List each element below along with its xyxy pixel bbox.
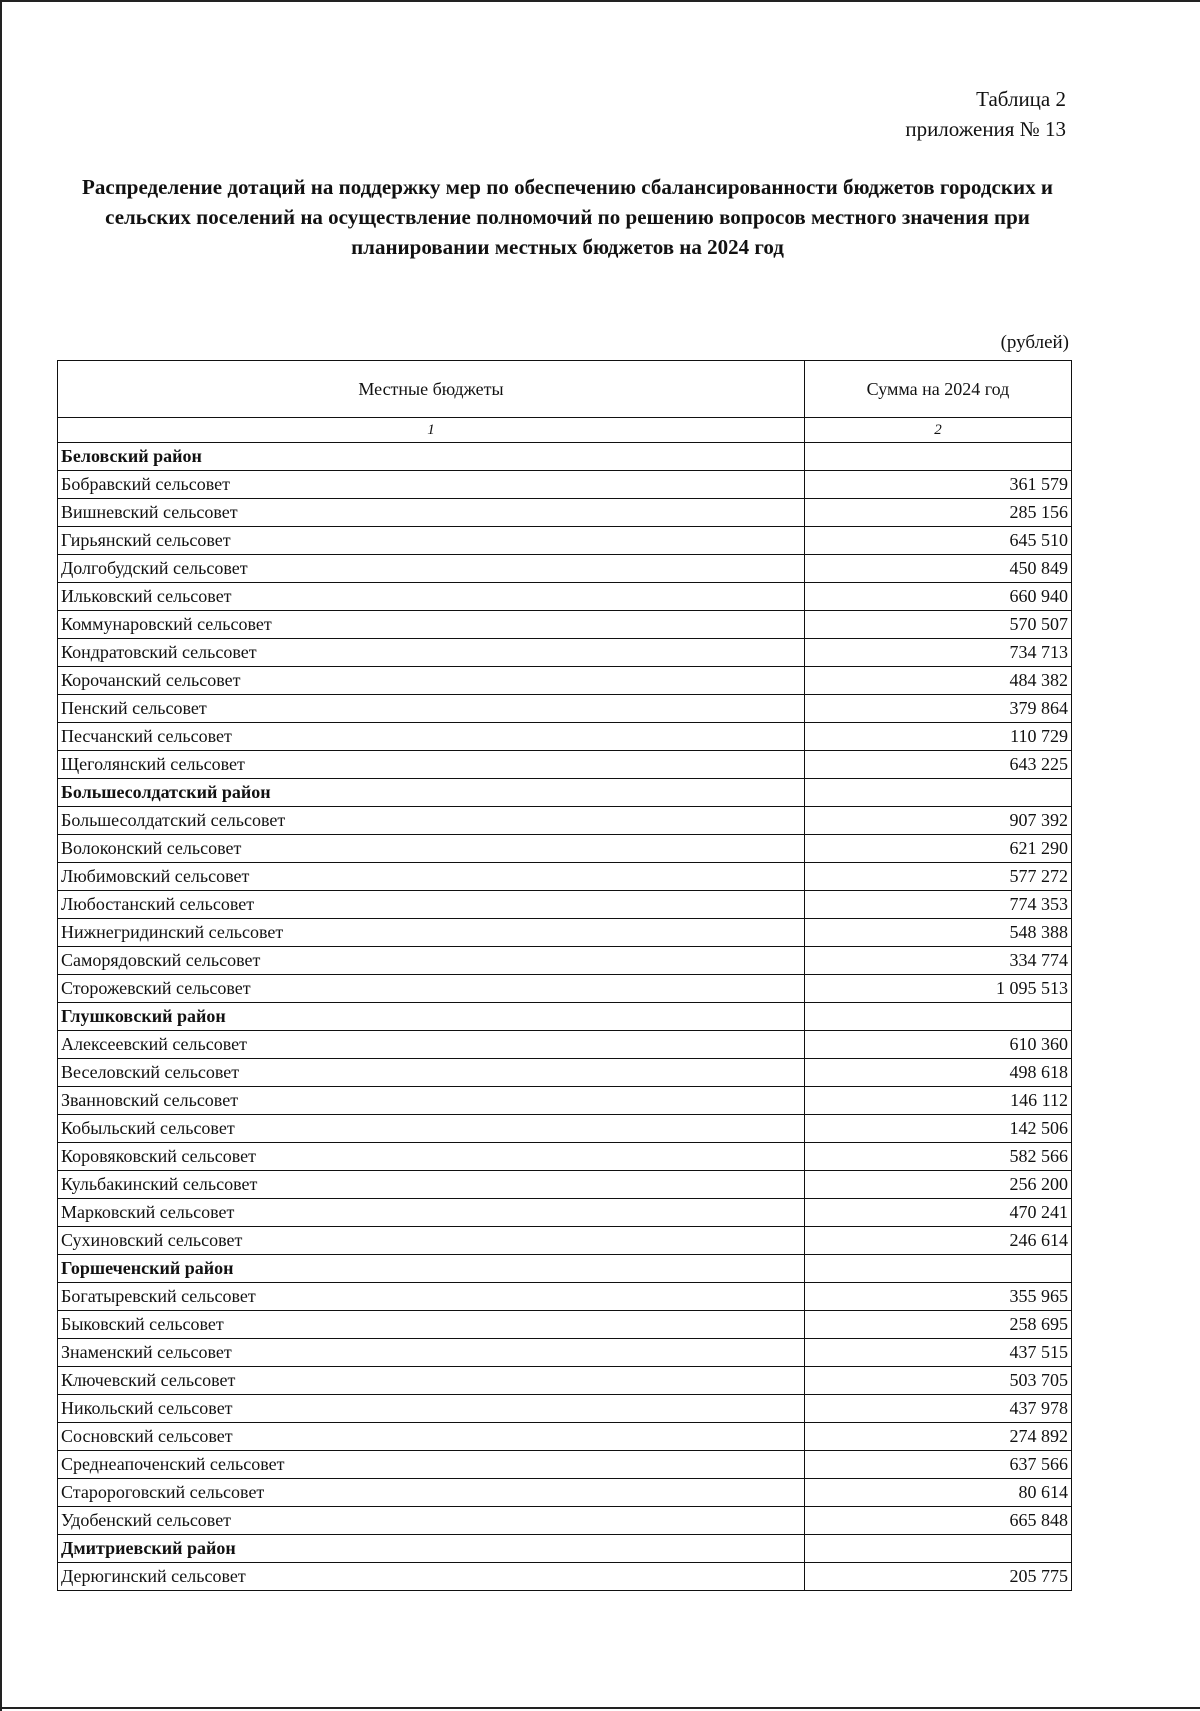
budget-amount: 437 515 [805,1339,1072,1367]
column-number-1: 1 [58,418,805,443]
budget-amount: 570 507 [805,611,1072,639]
budget-name: Долгобудский сельсовет [58,555,805,583]
budget-name: Нижнегридинский сельсовет [58,919,805,947]
scan-edge-left [0,0,2,1711]
budget-name: Сухиновский сельсовет [58,1227,805,1255]
budget-name: Корочанский сельсовет [58,667,805,695]
table-row [58,919,1072,947]
table-row [58,1199,1072,1227]
table-row [58,527,1072,555]
budget-amount: 1 095 513 [805,975,1072,1003]
budget-amount: 582 566 [805,1143,1072,1171]
budget-name: Быковский сельсовет [58,1311,805,1339]
district-name: Большесолдатский район [58,779,805,807]
table-row [58,751,1072,779]
budget-name: Удобенский сельсовет [58,1507,805,1535]
table-row [58,1563,1072,1591]
table-row [58,695,1072,723]
scan-edge-top [0,0,1200,2]
budget-amount: 146 112 [805,1087,1072,1115]
column-number-2: 2 [805,418,1072,443]
table-row [58,1227,1072,1255]
budget-name: Веселовский сельсовет [58,1059,805,1087]
budget-name: Песчанский сельсовет [58,723,805,751]
budget-amount: 503 705 [805,1367,1072,1395]
budget-amount: 450 849 [805,555,1072,583]
table-row [58,471,1072,499]
budget-name: Любостанский сельсовет [58,891,805,919]
scan-edge-bottom [0,1707,1200,1709]
appendix-reference [905,84,1066,144]
budget-amount: 643 225 [805,751,1072,779]
budget-name: Знаменский сельсовет [58,1339,805,1367]
budget-name: Ключевский сельсовет [58,1367,805,1395]
district-row [58,1535,1072,1563]
budget-name: Саморядовский сельсовет [58,947,805,975]
table-row [58,807,1072,835]
table-row [58,639,1072,667]
appendix-label: приложения № 13 [905,117,1066,141]
budget-amount [805,779,1072,807]
budget-amount: 498 618 [805,1059,1072,1087]
budget-amount: 470 241 [805,1199,1072,1227]
table-row [58,891,1072,919]
table-row [58,1451,1072,1479]
table-row [58,975,1072,1003]
district-name: Дмитриевский район [58,1535,805,1563]
district-name: Беловский район [58,443,805,471]
column-header-budgets: Местные бюджеты [58,361,805,418]
budget-name: Пенский сельсовет [58,695,805,723]
table-row [58,1031,1072,1059]
budget-amount: 334 774 [805,947,1072,975]
budget-amount: 774 353 [805,891,1072,919]
budget-amount: 665 848 [805,1507,1072,1535]
document-title: Распределение дотаций на поддержку мер по обеспечению сбалансированности бюджетов городских и сельских поселений на осуществление полномочий по решению вопросов местного значения при планировании местных бюджетов на 2024 год [82,175,1053,259]
table-row [58,611,1072,639]
table-row [58,499,1072,527]
district-name: Глушковский район [58,1003,805,1031]
budget-amount: 205 775 [805,1563,1072,1591]
table-row [58,1395,1072,1423]
budget-amount: 285 156 [805,499,1072,527]
budget-amount: 637 566 [805,1451,1072,1479]
budget-name: Любимовский сельсовет [58,863,805,891]
budget-amount: 361 579 [805,471,1072,499]
district-row [58,779,1072,807]
budget-name: Алексеевский сельсовет [58,1031,805,1059]
budget-amount: 621 290 [805,835,1072,863]
district-row [58,443,1072,471]
budget-name: Коровяковский сельсовет [58,1143,805,1171]
budget-amount: 142 506 [805,1115,1072,1143]
column-header-amount: Сумма на 2024 год [805,361,1072,418]
budget-amount: 258 695 [805,1311,1072,1339]
budget-amount [805,1255,1072,1283]
table-row [58,1143,1072,1171]
budget-name: Марковский сельсовет [58,1199,805,1227]
table-row [58,947,1072,975]
budget-name: Большесолдатский сельсовет [58,807,805,835]
budget-name: Вишневский сельсовет [58,499,805,527]
district-row [58,1255,1072,1283]
table-row [58,723,1072,751]
budget-amount: 907 392 [805,807,1072,835]
budget-name: Щеголянский сельсовет [58,751,805,779]
table-row [58,555,1072,583]
budget-name: Гирьянский сельсовет [58,527,805,555]
table-label: Таблица 2 [976,87,1066,111]
budget-amount: 548 388 [805,919,1072,947]
table-row [58,1507,1072,1535]
budget-amount: 246 614 [805,1227,1072,1255]
table-row [58,583,1072,611]
budget-amount [805,443,1072,471]
table-row [58,1423,1072,1451]
table-row [58,1059,1072,1087]
unit-label: (рублей) [1000,332,1069,353]
budget-amount: 110 729 [805,723,1072,751]
budget-name: Кобыльский сельсовет [58,1115,805,1143]
budget-name: Званновский сельсовет [58,1087,805,1115]
budget-amount: 645 510 [805,527,1072,555]
budget-name: Ильковский сельсовет [58,583,805,611]
budget-name: Никольский сельсовет [58,1395,805,1423]
budget-amount: 379 864 [805,695,1072,723]
budget-name: Коммунаровский сельсовет [58,611,805,639]
budget-name: Сторожевский сельсовет [58,975,805,1003]
budget-name: Старороговский сельсовет [58,1479,805,1507]
table-row [58,1087,1072,1115]
budget-name: Бобравский сельсовет [58,471,805,499]
budget-amount: 610 360 [805,1031,1072,1059]
table-row [58,1339,1072,1367]
table-row [58,1311,1072,1339]
table-row [58,863,1072,891]
table-row [58,835,1072,863]
budget-amount: 660 940 [805,583,1072,611]
column-number-row [58,418,1072,443]
table-header-row [58,361,1072,418]
table-row [58,1283,1072,1311]
table-row [58,1367,1072,1395]
table-row [58,1479,1072,1507]
table-row [58,1115,1072,1143]
table-body [58,443,1072,1591]
district-row [58,1003,1072,1031]
budget-name: Дерюгинский сельсовет [58,1563,805,1591]
budget-amount [805,1535,1072,1563]
district-name: Горшеченский район [58,1255,805,1283]
budget-name: Сосновский сельсовет [58,1423,805,1451]
budget-name: Богатыревский сельсовет [58,1283,805,1311]
table-row [58,1171,1072,1199]
budget-name: Кульбакинский сельсовет [58,1171,805,1199]
budget-amount: 734 713 [805,639,1072,667]
budget-amount: 274 892 [805,1423,1072,1451]
budget-amount: 437 978 [805,1395,1072,1423]
budget-name: Волоконский сельсовет [58,835,805,863]
table-row [58,667,1072,695]
budget-amount [805,1003,1072,1031]
budget-name: Среднеапоченский сельсовет [58,1451,805,1479]
budget-amount: 577 272 [805,863,1072,891]
budget-amount: 80 614 [805,1479,1072,1507]
budget-table [57,360,1072,1591]
budget-amount: 355 965 [805,1283,1072,1311]
budget-name: Кондратовский сельсовет [58,639,805,667]
budget-amount: 484 382 [805,667,1072,695]
budget-amount: 256 200 [805,1171,1072,1199]
